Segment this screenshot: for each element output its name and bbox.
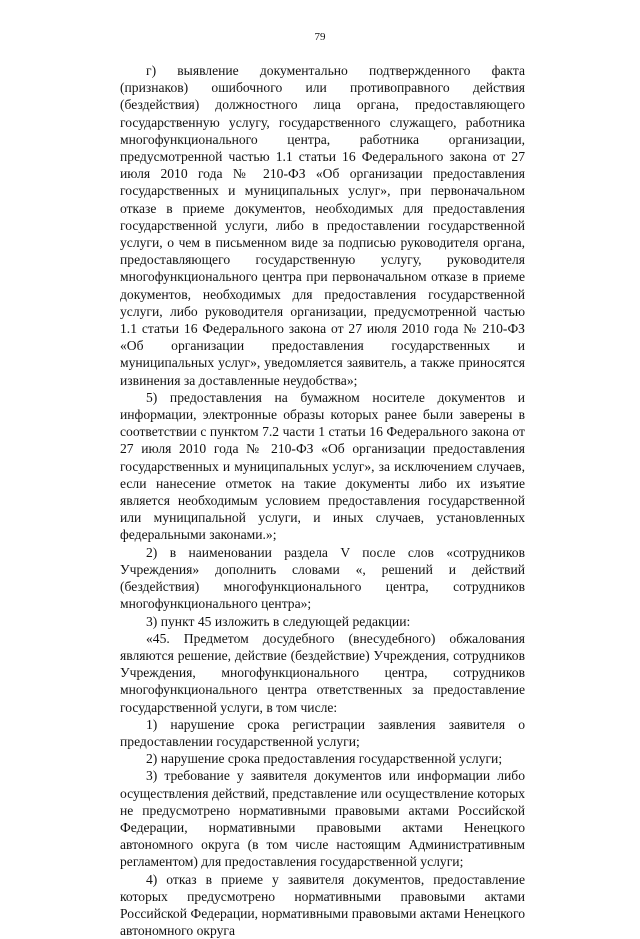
page-number: 79 xyxy=(314,31,326,43)
paragraph-item-1-registration-term: 1) нарушение срока регистрации заявления заявителя о предоставлении государственной услуги; xyxy=(120,716,525,749)
paragraph-item-4-refusal: 4) отказ в приеме у заявителя документов, предоставление которых предусмотрено нормативными правовыми актами Российской Федерации, нормативными правовыми актами Ненецкого автономного округа xyxy=(120,871,525,939)
paragraph-item-2-service-term: 2) нарушение срока предоставления государственной услуги; xyxy=(146,751,503,767)
paragraph-g-error-detection: г) выявление документально подтвержденного факта (признаков) ошибочного или противоправного действия (бездействия) должностного лица органа, предоставляющего государственную услугу, государственного служащего, работника многофункционального центра, работника организации, предусмотренной частью 1.1 статьи 16 Федерального закона от 27 июля 2010 года № 210-ФЗ «Об организации предоставления государственных и муниципальных услуг», при первоначальном отказе в приеме документов, необходимых для предоставления государственной услуги, либо в предоставлении государственной услуги, о чем в письменном виде за подписью руководителя органа, предоставляющего государственную услугу, руководителя многофункционального центра при первоначальном отказе в приеме документов, необходимых для предоставления государственной услуги, либо руководителя организации, предусмотренной частью 1.1 статьи 16 Федерального закона от 27 июля 2010 года № 210-ФЗ «Об организации предоставления государственных и муниципальных услуг», уведомляется заявитель, а также приносятся извинения за доставленные неудобства»; xyxy=(120,63,525,388)
paragraph-amendment-3-point-45: 3) пункт 45 изложить в следующей редакции: xyxy=(146,613,411,629)
paragraph-point-45-subject: «45. Предметом досудебного (внесудебного) обжалования являются решение, действие (бездействие) Учреждения, сотрудников Учреждения, многофункционального центра, сотрудников многофункционального центра ответственных за предоставление государственной услуги, в том числе: xyxy=(120,630,525,715)
paragraph-amendment-2-section-v: 2) в наименовании раздела V после слов «сотрудников Учреждения» дополнить словами «, решений и действий (бездействия) многофункционального центра, сотрудников многофункционального центра»; xyxy=(120,544,525,612)
paragraph-item-3-document-requirement: 3) требование у заявителя документов или информации либо осуществления действий, представление или осуществление которых не предусмотрено нормативными правовыми актами Российской Федерации, нормативными правовыми актами Ненецкого автономного округа (в том числе настоящим Административным регламентом) для предоставления государственной услуги; xyxy=(120,768,525,870)
paragraph-item-5-paper-documents: 5) предоставления на бумажном носителе документов и информации, электронные образы которых ранее были заверены в соответствии с пунктом 7.2 части 1 статьи 16 Федерального закона от 27 июля 2010 года № 210-ФЗ «Об организации предоставления государственных и муниципальных услуг», за исключением случаев, если нанесение отметок на такие документы либо их изъятие является необходимым условием предоставления государственной или муниципальной услуги, и иных случаев, установленных федеральными законами.»; xyxy=(120,389,525,543)
document-body xyxy=(120,62,525,939)
